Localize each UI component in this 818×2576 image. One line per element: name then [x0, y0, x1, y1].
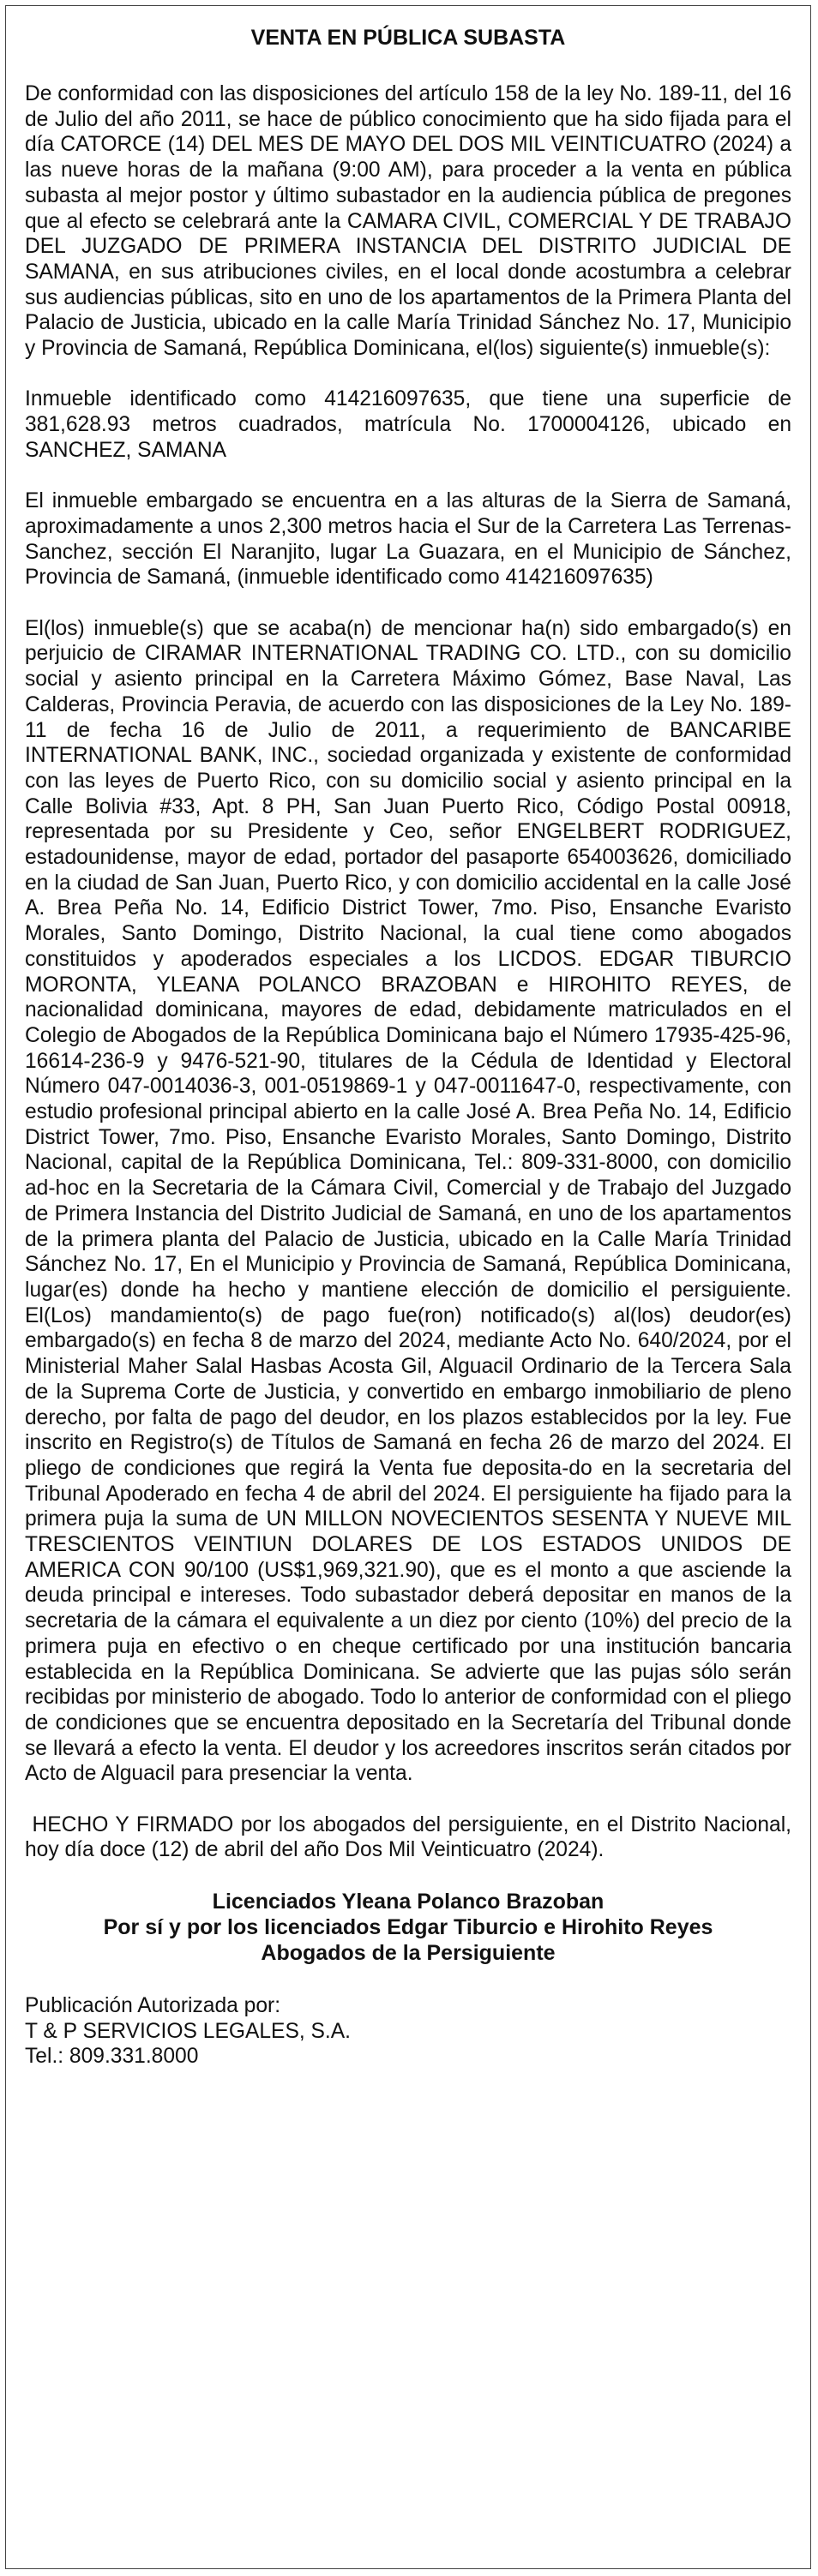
publication-block — [25, 1993, 791, 2070]
paragraph-auction-announcement: De conformidad con las disposiciones del artículo 158 de la ley No. 189-11, del 16 de Julio del año 2011, se hace de público conocimiento que ha sido fijada para el día CATORCE (14) DEL MES DE MAYO DEL DOS MIL VEINTICUATRO (2024) a las nueve horas de la mañana (9:00 AM), para proceder a la venta en pública subasta al mejor postor y último subastador en la audiencia pública de pregones que al efecto se celebrará ante la CAMARA CIVIL, COMERCIAL Y DE TRABAJO DEL JUZGADO DE PRIMERA INSTANCIA DEL DISTRITO JUDICIAL DE SAMANA, en sus atribuciones civiles, en el local donde acostumbra a celebrar sus audiencias públicas, sito en uno de los apartamentos de la Primera Planta del Palacio de Justicia, ubicado en la calle María Trinidad Sánchez No. 17, Municipio y Provincia de Samaná, República Dominicana, el(los) siguiente(s) inmueble(s): — [25, 82, 791, 361]
notice-title: VENTA EN PÚBLICA SUBASTA — [250, 26, 566, 50]
signature-line-role: Abogados de la Persiguiente — [261, 1940, 556, 1965]
signature-block — [25, 1889, 791, 1966]
paragraph-property-identification: Inmueble identificado como 414216097635, que tiene una superficie de 381,628.93 metros cuadrados, matrícula No. 1700004126, ubicado en SANCHEZ, SAMANA — [25, 387, 791, 462]
legal-notice — [5, 5, 811, 2569]
publication-phone: Tel.: 809.331.8000 — [25, 2045, 199, 2069]
paragraph-seizure-details: El(los) inmueble(s) que se acaba(n) de mencionar ha(n) sido embargado(s) en perjuicio de CIRAMAR INTERNATIONAL TRADING CO. LTD., con su domicilio social y asiento principal en la Carretera Máximo Gómez, Base Naval, Las Calderas, Provincia Peravia, de acuerdo con las disposiciones de la Ley No. 189-11 de fecha 16 de Julio de 2011, a requerimiento de BANCARIBE INTERNATIONAL BANK, INC., sociedad organizada y existente de conformidad con las leyes de Puerto Rico, con su domicilio social y asiento principal en la Calle Bolivia #33, Apt. 8 PH, San Juan Puerto Rico, Código Postal 00918, representada por su Presidente y Ceo, señor ENGELBERT RODRIGUEZ, estadounidense, mayor de edad, portador del pasaporte 654003626, domiciliado en la ciudad de San Juan, Puerto Rico, y con domicilio accidental en la calle José A. Brea Peña No. 14, Edificio District Tower, 7mo. Piso, Ensanche Evaristo Morales, Santo Domingo, Distrito Nacional, la cual tiene como abogados constituidos y apoderados especiales a los LICDOS. EDGAR TIBURCIO MORONTA, YLEANA POLANCO BRAZOBAN e HIROHITO REYES, de nacionalidad dominicana, mayores de edad, debidamente matriculados en el Colegio de Abogados de la República Dominicana bajo el Número 17935-425-96, 16614-236-9 y 9476-521-90, titulares de la Cédula de Identidad y Electoral Número 047-0014036-3, 001-0519869-1 y 047-0011647-0, respectivamente, con estudio profesional principal abierto en la calle José A. Brea Peña No. 14, Edificio District Tower, 7mo. Piso, Ensanche Evaristo Morales, Santo Domingo, Distrito Nacional, capital de la República Dominicana, Tel.: 809-331-8000, con domicilio ad-hoc en la Secretaria de la Cámara Civil, Comercial y de Trabajo del Juzgado de Primera Instancia del Distrito Judicial de Samaná, en uno de los apartamentos de la primera planta del Palacio de Justicia, ubicado en la Calle María Trinidad Sánchez No. 17, En el Municipio y Provincia de Samaná, República Dominicana, lugar(es) donde ha hecho y mantiene elección de domicilio el persiguiente. El(Los) mandamiento(s) de pago fue(ron) notificado(s) al(los) deudor(es) embargado(s) en fecha 8 de marzo del 2024, mediante Acto No. 640/2024, por el Ministerial Maher Salal Hasbas Acosta Gil, Alguacil Ordinario de la Tercera Sala de la Suprema Corte de Justicia, y convertido en embargo inmobiliario de pleno derecho, por falta de pago del deudor, en los plazos establecidos por la ley. Fue inscrito en Registro(s) de Títulos de Samaná en fecha 26 de marzo del 2024. El pliego de condiciones que regirá la Venta fue deposita-do en la secretaria del Tribunal Apoderado en fecha 4 de abril del 2024. El persiguiente ha fijado para la primera puja la suma de UN MILLON NOVECIENTOS SESENTA Y NUEVE MIL TRESCIENTOS VEINTIUN DOLARES DE LOS ESTADOS UNIDOS DE AMERICA CON 90/100 (US$1,969,321.90), que es el monto a que asciende la deuda principal e intereses. Todo subastador deberá depositar en manos de la secretaria de la cámara el equivalente a un diez por ciento (10%) del precio de la primera puja en efectivo o en cheque certificado por una institución bancaria establecida en la República Dominicana. Se advierte que las pujas sólo serán recibidas por ministerio de abogado. Todo lo anterior de conformidad con el pliego de condiciones que se encuentra depositado en la Secretaría del Tribunal donde se llevará a efecto la venta. El deudor y los acreedores inscritos serán citados por Acto de Alguacil para presenciar la venta. — [25, 616, 791, 1786]
signature-line-on-behalf: Por sí y por los licenciados Edgar Tiburcio e Hirohito Reyes — [103, 1914, 713, 1939]
publication-company: T & P SERVICIOS LEGALES, S.A. — [25, 2019, 352, 2043]
paragraph-signed-date: HECHO Y FIRMADO por los abogados del persiguiente, en el Distrito Nacional, hoy día doce (12) de abril del año Dos Mil Veinticuatro (2024). — [25, 1812, 797, 1862]
publication-authorized-label: Publicación Autorizada por: — [25, 1993, 281, 2017]
paragraph-property-location: El inmueble embargado se encuentra en a las alturas de la Sierra de Samaná, aproximadamente a unos 2,300 metros hacia el Sur de la Carretera Las Terrenas-Sanchez, sección El Naranjito, lugar La Guazara, en el Municipio de Sánchez, Provincia de Samaná, (inmueble identificado como 414216097635) — [25, 489, 791, 590]
signature-line-lawyer: Licenciados Yleana Polanco Brazoban — [212, 1889, 604, 1914]
